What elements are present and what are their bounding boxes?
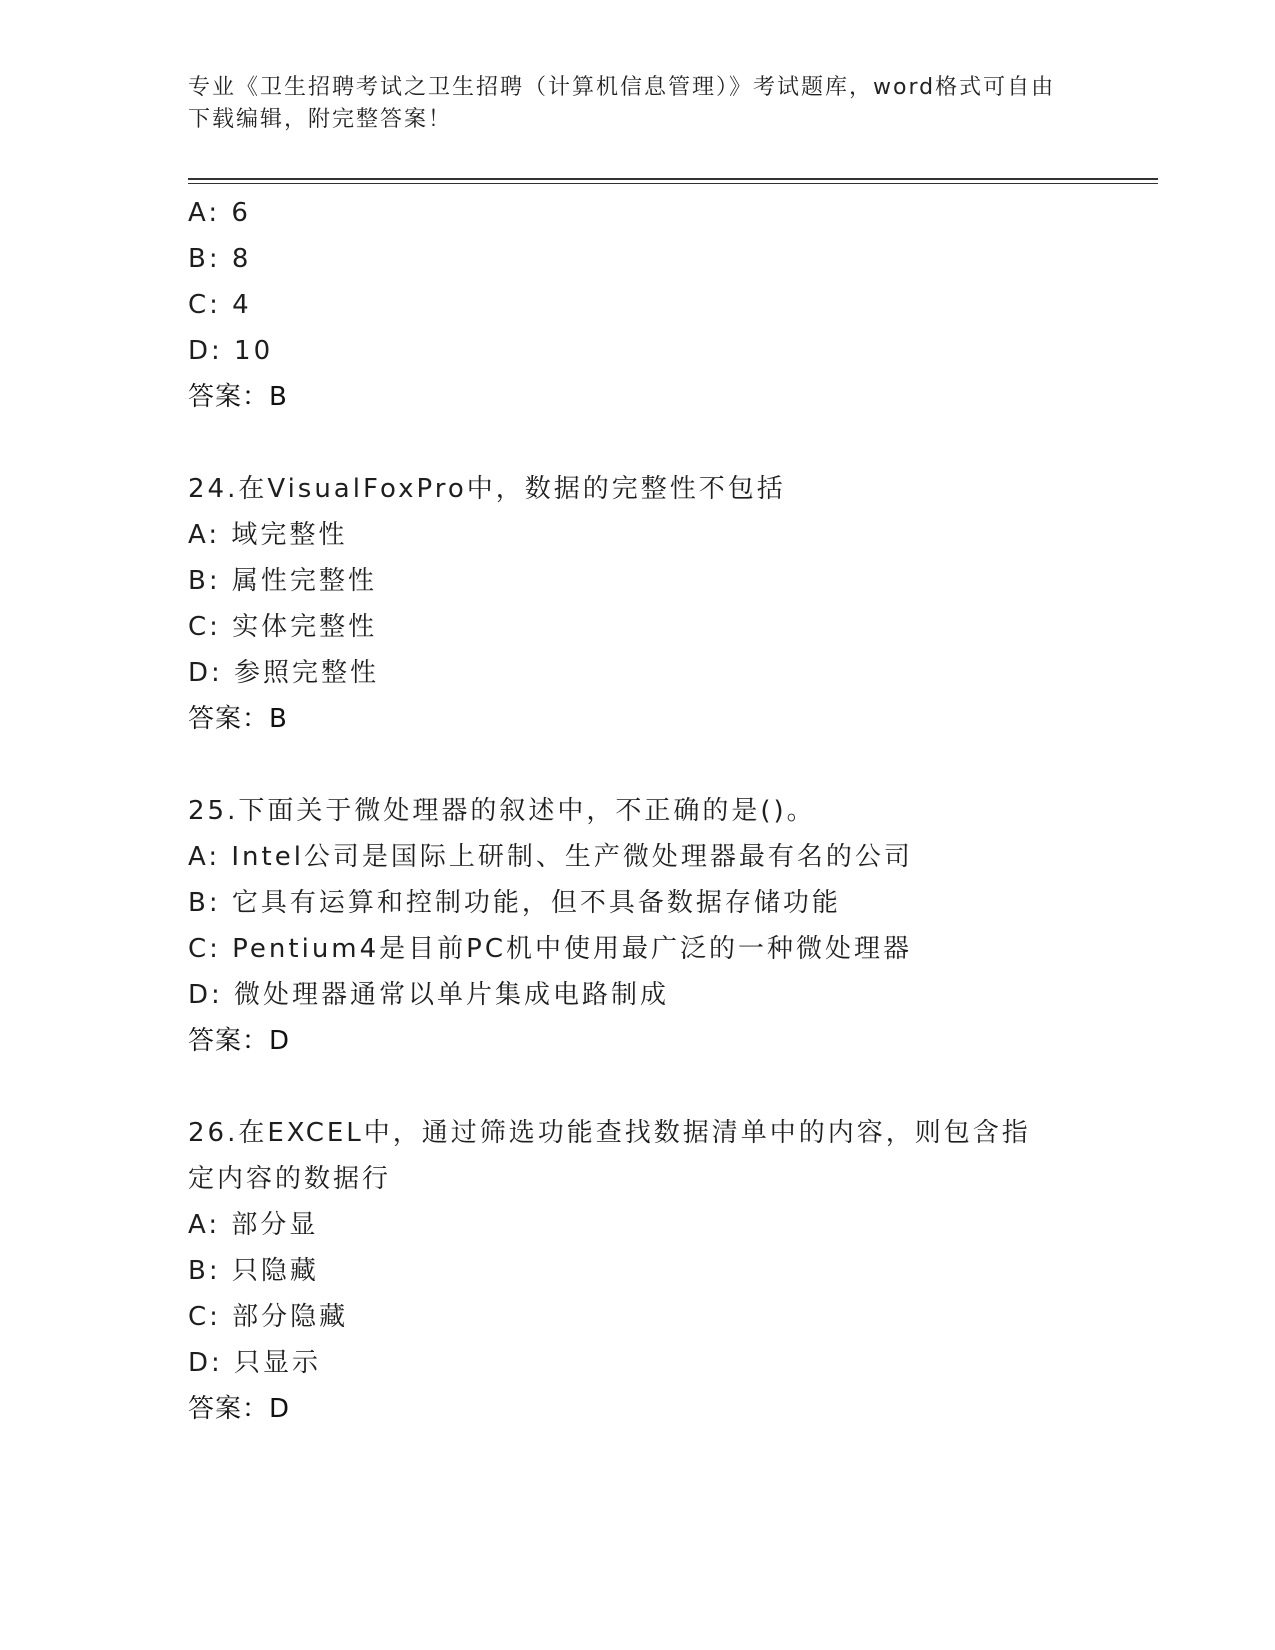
option-a: A: 部分显 (188, 1210, 319, 1240)
spacer (188, 742, 1088, 788)
question-text: 26.在EXCEL中，通过筛选功能查找数据清单中的内容，则包含指定内容的数据行 (188, 1118, 1031, 1194)
option-b: B: 8 (188, 244, 252, 274)
option-b: B: 它具有运算和控制功能，但不具备数据存储功能 (188, 888, 841, 918)
answer: 答案：D (188, 1026, 291, 1056)
spacer (188, 420, 1088, 466)
question-24 (188, 466, 1088, 742)
option-c: C: 实体完整性 (188, 612, 378, 642)
answer: 答案：B (188, 704, 288, 734)
question-23 (188, 190, 1088, 420)
header-divider-thick (188, 178, 1158, 180)
option-d: D: 只显示 (188, 1348, 322, 1378)
answer: 答案：B (188, 382, 288, 412)
question-26 (188, 1110, 1088, 1432)
option-c: C: Pentium4是目前PC机中使用最广泛的一种微处理器 (188, 934, 913, 964)
question-text: 25.下面关于微处理器的叙述中，不正确的是()。 (188, 796, 816, 826)
option-a: A: 6 (188, 198, 251, 228)
option-d: D: 10 (188, 336, 274, 366)
option-a: A: Intel公司是国际上研制、生产微处理器最有名的公司 (188, 842, 913, 872)
option-b: B: 只隐藏 (188, 1256, 319, 1286)
option-c: C: 部分隐藏 (188, 1302, 349, 1332)
option-d: D: 微处理器通常以单片集成电路制成 (188, 980, 670, 1010)
option-c: C: 4 (188, 290, 252, 320)
spacer (188, 1064, 1088, 1110)
header-divider-thin (188, 183, 1158, 184)
question-text: 24.在VisualFoxPro中，数据的完整性不包括 (188, 474, 786, 504)
option-d: D: 参照完整性 (188, 658, 380, 688)
option-b: B: 属性完整性 (188, 566, 377, 596)
document-header: 专业《卫生招聘考试之卫生招聘（计算机信息管理）》考试题库，word格式可自由下载编辑，附完整答案！ (188, 75, 1056, 132)
answer: 答案：D (188, 1394, 291, 1424)
option-a: A: 域完整性 (188, 520, 348, 550)
question-25 (188, 788, 1088, 1064)
question-list (188, 190, 1088, 1432)
